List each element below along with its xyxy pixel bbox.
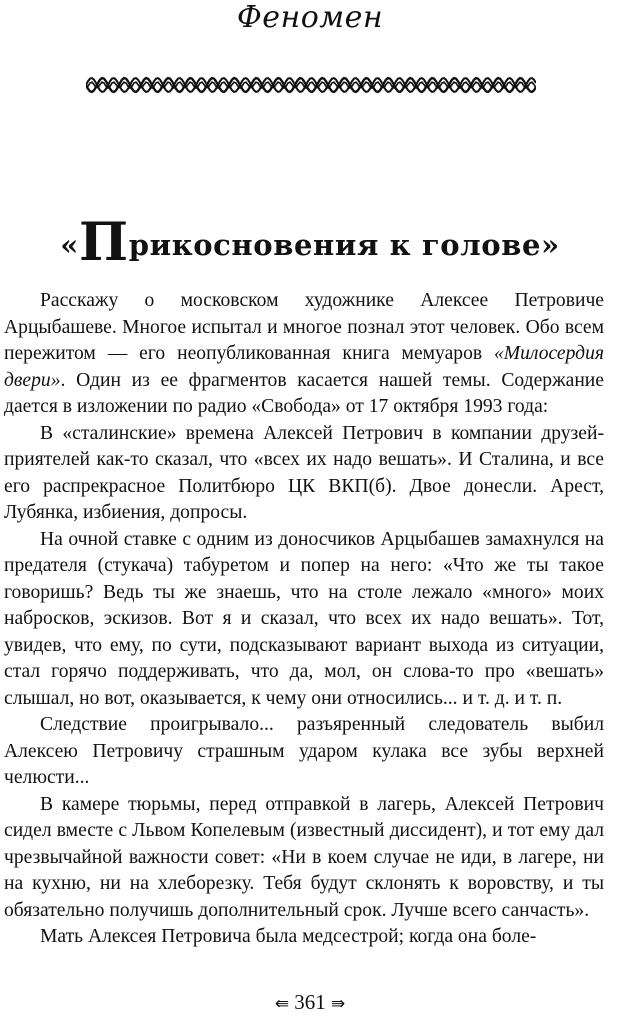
chapter-title-text: рикосновения к голове» [128, 228, 560, 262]
paragraph: На очной ставке с одним из доносчиков Арцыбашев замахнулся на предателя (стукача) табуретом и попер на него: «Что же ты такое говоришь? Ведь ты же знаешь, что на столе лежало «много» моих набросков, эскизов. Вот я и сказал, что всех их надо вешать». Тот, увидев, что ему, по сути, подсказывают вариант выхода из ситуации, стал горячо поддерживать, что да, мол, он слова-то про «вешать» слышал, но вот, оказывается, к чему они относились... и т. д. и т. п. [4, 528, 604, 709]
running-head: Феномен [236, 0, 384, 35]
body-text [4, 288, 604, 951]
page-number: 361 [294, 990, 326, 1014]
page-folio [0, 990, 620, 1016]
paragraph-text: Расскажу о московском художнике Алексее Петровиче Арцыбашеве. Многое испытал и многое познал этот человек. Обо всем пережитом — его неопубликованная книга мемуаров [4, 290, 604, 364]
chapter-title-dropcap: П [78, 212, 129, 273]
paragraph: Следствие проигрывало... разъяренный следователь выбил Алексею Петровичу страшным ударом кулака все зубы верхней челюсти... [4, 714, 604, 788]
paragraph: В «сталинские» времена Алексей Петрович в компании друзей-приятелей как-то сказал, что «всех их надо вешать». И Сталина, и все его распрекрасное Политбюро ЦК ВКП(б). Двое донесли. Арест, Лубянка, избиения, допросы. [4, 422, 604, 523]
paragraph: Мать Алексея Петровича была медсестрой; когда она боле- [40, 926, 537, 947]
chapter-title-open-quote: « [60, 228, 79, 262]
paragraph-text: . Один из ее фрагментов касается нашей темы. Содержание дается в изложении по радио «Свобода» от 17 октября 1993 года: [4, 369, 604, 417]
right-arrow-icon: ⇛ [331, 994, 346, 1014]
paragraph: В камере тюрьмы, перед отправкой в лагерь, Алексей Петрович сидел вместе с Львом Копелевым (известный диссидент), и тот ему дал чрезвычайной важности совет: «Ни в коем случае не иди, в лагере, ни на кухню, ни на хлеборезку. Тебя будут склонять к воровству, и ты обязательно получишь дополнительный срок. Лучше всего санчасть». [4, 793, 604, 921]
left-arrow-icon: ⇚ [274, 994, 289, 1014]
wavy-rule-ornament [86, 68, 536, 102]
book-title-italic: «Милосердия двери» [4, 343, 604, 391]
chapter-title [0, 212, 620, 276]
paragraph [4, 288, 604, 421]
